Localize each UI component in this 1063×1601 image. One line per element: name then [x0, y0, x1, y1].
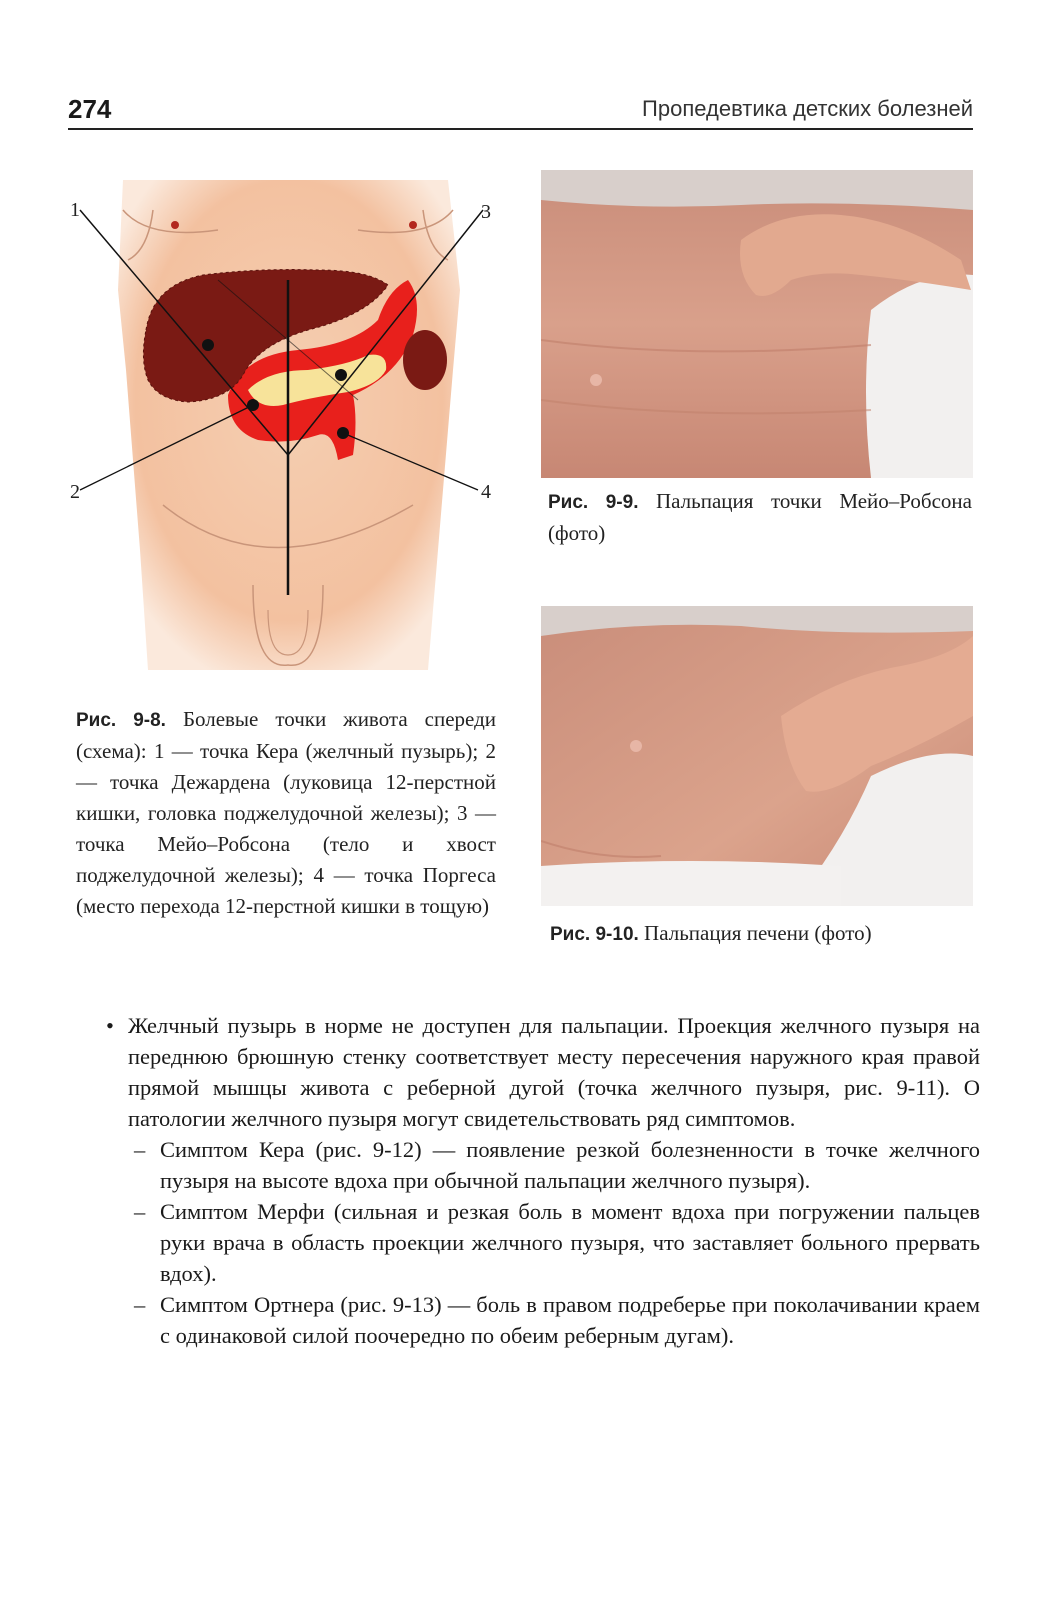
nipple-left — [171, 221, 179, 229]
point-2-dezharden — [247, 399, 259, 411]
caption-label: Рис. 9-8. — [76, 710, 166, 731]
bullet-text: Желчный пузырь в норме не доступен для пальпации. Проекция желчного пузыря на переднюю брюшную стенку соответствует месту пересечения наружного края правой прямой мышцы живота с реберной дугой (точка желчного пузыря, рис. 9-11). О патологии желчного пузыря могут свидетельствовать ряд симптомов. — [128, 1013, 980, 1131]
figure-9-8-caption — [76, 704, 496, 922]
symptom-item — [100, 1134, 980, 1196]
spleen-shape — [403, 330, 447, 390]
figure-9-9-caption — [548, 486, 972, 549]
caption-text: Болевые точки живота спереди (схема): 1 — точка Кера (желчный пузырь); 2 — точка Дежардена (луковица 12-перстной кишки, головка поджелудочной железы); 3 — точка Мейо–Робсона (тело и хвост поджелудочной железы); 4 — точка Поргеса (место перехода 12-перстной кишки в тощую) — [76, 707, 497, 918]
point-3-meyo-robson — [335, 369, 347, 381]
photo-palpation-meyo-robson — [541, 170, 973, 478]
point-label-2: 2 — [70, 481, 80, 503]
figure-9-10-photo — [541, 606, 973, 906]
dash-mark: – — [134, 1137, 146, 1162]
photo-palpation-liver — [541, 606, 973, 906]
figure-9-9-photo — [541, 170, 973, 478]
page-header — [68, 92, 973, 130]
figure-9-8-diagram — [68, 170, 508, 680]
figure-9-10-caption — [550, 918, 970, 950]
point-label-4: 4 — [481, 481, 491, 503]
point-label-3: 3 — [481, 201, 491, 223]
nipple-right — [409, 221, 417, 229]
caption-text: Пальпация печени (фото) — [644, 921, 872, 945]
caption-text: Пальпация точки Мейо–Робсона (фото) — [548, 489, 972, 545]
abdomen-diagram — [68, 170, 508, 680]
page-number: 274 — [68, 94, 112, 124]
bullet-mark: • — [106, 1013, 114, 1038]
symptom-text: Симптом Мерфи (сильная и резкая боль в момент вдоха при погружении пальцев руки врача в область проекции желчного пузыря, что заставляет больного прервать вдох). — [160, 1199, 980, 1286]
point-4-porges — [337, 427, 349, 439]
symptom-item — [100, 1289, 980, 1351]
symptom-text: Симптом Кера (рис. 9-12) — появление резкой болезненности в точке желчного пузыря на высоте вдоха при обычной пальпации желчного пузыря). — [160, 1137, 980, 1193]
point-1-kera — [202, 339, 214, 351]
point-label-1: 1 — [70, 199, 80, 221]
dash-mark: – — [134, 1199, 146, 1224]
caption-label: Рис. 9-10. — [550, 924, 639, 945]
symptom-text: Симптом Ортнера (рис. 9-13) — боль в правом подреберье при поколачивании краем с одинаковой силой поочередно по обеим реберным дугам). — [160, 1292, 980, 1348]
bullet-paragraph — [100, 1010, 980, 1134]
dash-mark: – — [134, 1292, 146, 1317]
running-title: Пропедевтика детских болезней — [642, 96, 973, 121]
body-text — [100, 1010, 980, 1351]
symptom-item — [100, 1196, 980, 1289]
caption-label: Рис. 9-9. — [548, 492, 639, 513]
